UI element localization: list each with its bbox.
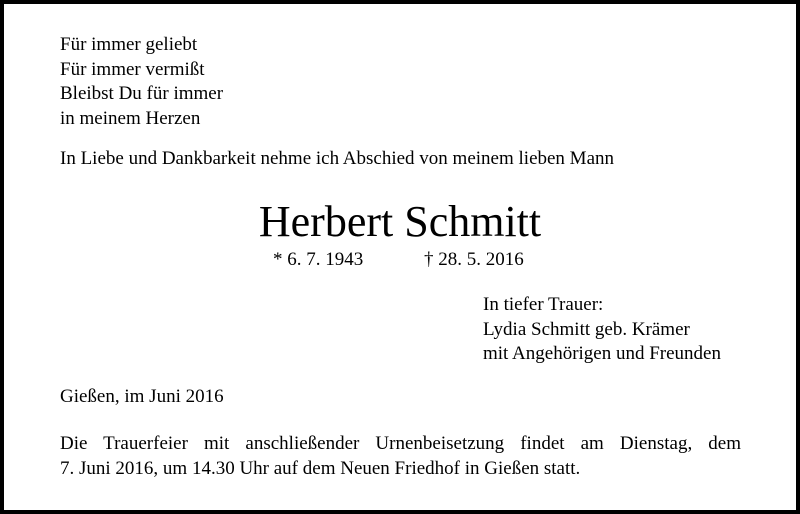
death-date: † 28. 5. 2016: [424, 249, 524, 270]
funeral-notice: [60, 431, 741, 481]
birth-date: * 6. 7. 1943: [273, 249, 364, 270]
poem-line-4: in meinem Herzen: [60, 107, 201, 129]
mourners-heading: In tiefer Trauer:: [483, 294, 604, 315]
place-date: Gießen, im Juni 2016: [60, 386, 224, 407]
memorial-poem: [60, 33, 223, 131]
intro-text: In Liebe und Dankbarkeit nehme ich Abschied von meinem lieben Mann: [60, 148, 615, 169]
mourner-name: Lydia Schmitt geb. Krämer: [483, 318, 690, 340]
poem-line-1: Für immer geliebt: [60, 34, 198, 55]
funeral-notice-line-1: Die Trauerfeier mit anschließender Urnenbeisetzung findet am Dienstag, dem: [60, 433, 741, 454]
poem-line-3: Bleibst Du für immer: [60, 83, 224, 104]
deceased-name: Herbert Schmitt: [258, 197, 542, 246]
mourner-relatives: mit Angehörigen und Freunden: [483, 343, 721, 364]
mourners-block: [483, 293, 721, 367]
poem-line-2: Für immer vermißt: [60, 58, 205, 80]
funeral-notice-line-2: 7. Juni 2016, um 14.30 Uhr auf dem Neuen Friedhof in Gießen statt.: [60, 458, 581, 479]
